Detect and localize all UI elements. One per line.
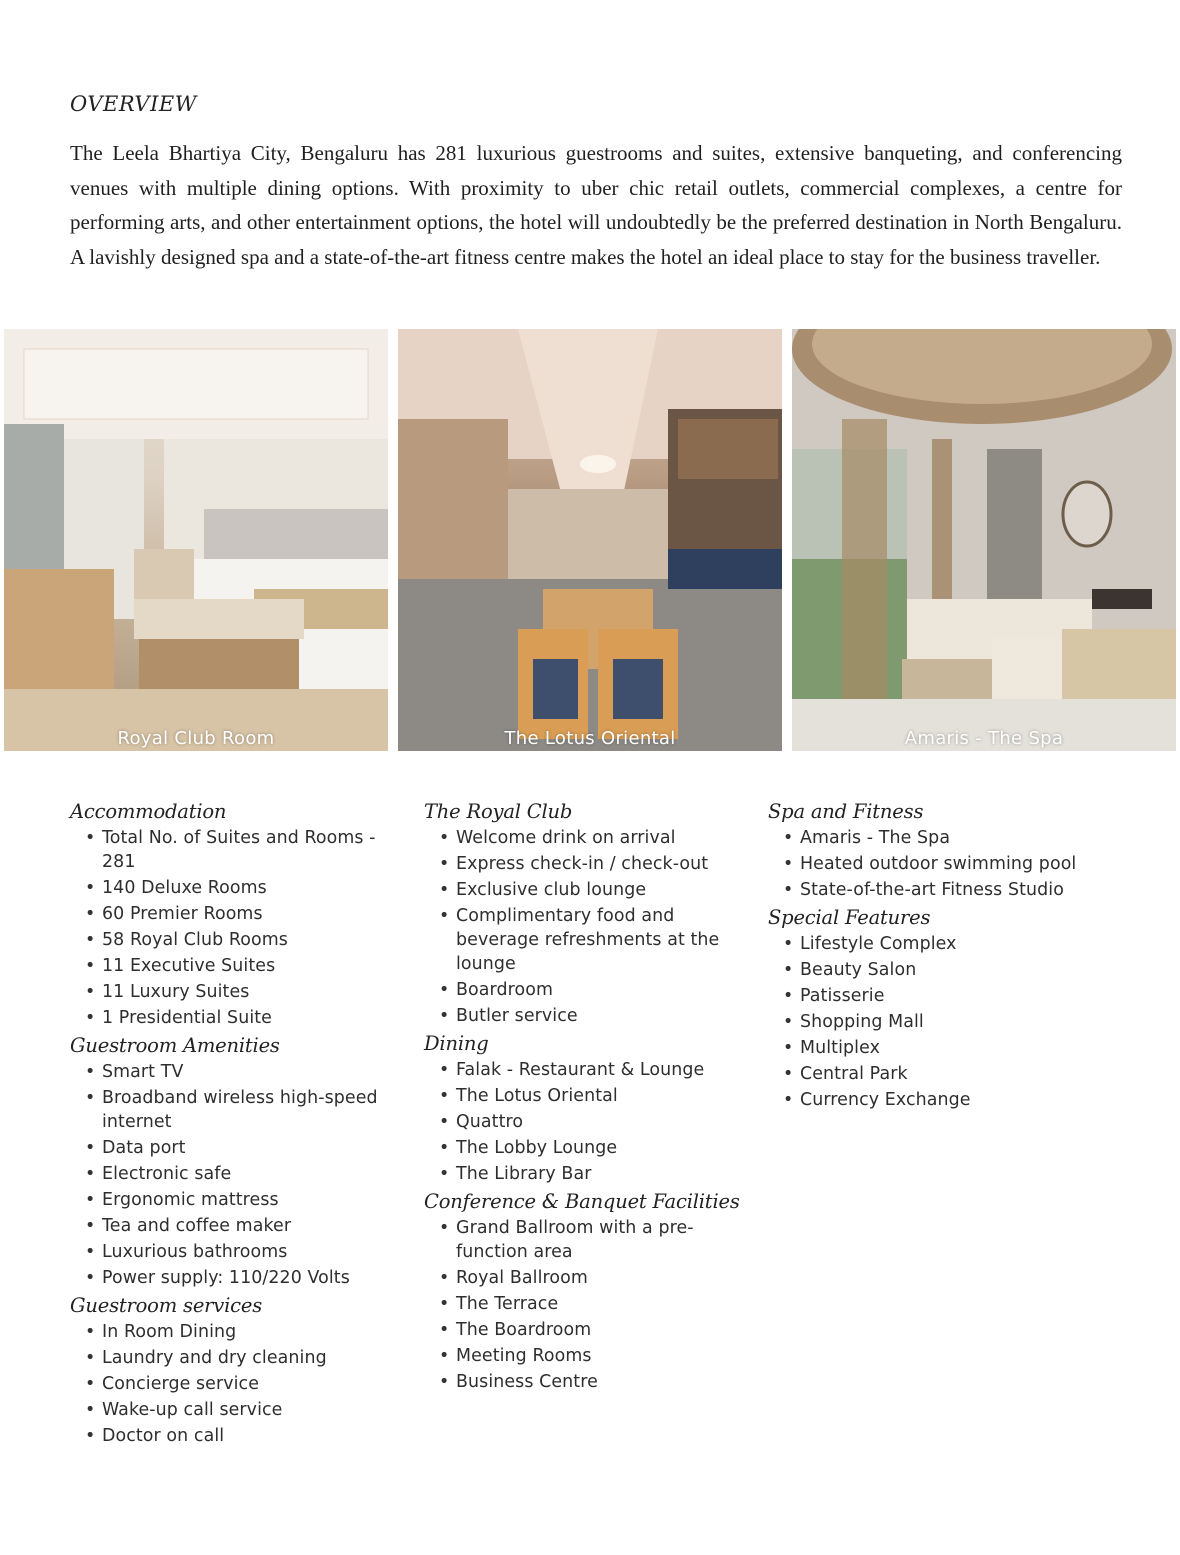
- list-item: • The Terrace: [424, 1292, 754, 1316]
- list-item: • Ergonomic mattress: [70, 1188, 400, 1212]
- list-item: • Smart TV: [70, 1060, 400, 1084]
- list-item: • Shopping Mall: [768, 1010, 1098, 1034]
- list-item: • 1 Presidential Suite: [70, 1006, 400, 1030]
- list-item: • Total No. of Suites and Rooms - 281: [70, 826, 400, 874]
- list-item: • The Boardroom: [424, 1318, 754, 1342]
- list-item: • 60 Premier Rooms: [70, 902, 400, 926]
- section-dining: [424, 1030, 754, 1186]
- photo-caption: The Lotus Oriental: [504, 728, 676, 749]
- list-item: • Express check-in / check-out: [424, 852, 754, 876]
- section-title: Spa and Fitness: [768, 800, 924, 823]
- section-special-features: [768, 904, 1098, 1112]
- list-item: • Tea and coffee maker: [70, 1214, 400, 1238]
- overview-paragraph: The Leela Bhartiya City, Bengaluru has 281 luxurious guestrooms and suites, extensive banqueting, and conferencing venues with multiple dining options. With proximity to uber chic retail outlets, commercial complexes, a centre for performing arts, and other entertainment options, the hotel will undoubtedly be the preferred destination in North Bengaluru. A lavishly designed spa and a state-of-the-art fitness centre makes the hotel an ideal place to stay for the business traveller.: [70, 141, 1122, 269]
- list-item: • Concierge service: [70, 1372, 400, 1396]
- column-1: [70, 798, 400, 1450]
- section-title: Dining: [424, 1032, 489, 1055]
- item-list: [768, 826, 1098, 902]
- spa-illustration: [792, 329, 1176, 751]
- list-item: • In Room Dining: [70, 1320, 400, 1344]
- list-item: • Heated outdoor swimming pool: [768, 852, 1098, 876]
- list-item: • The Library Bar: [424, 1162, 754, 1186]
- photo-amaris-spa: [792, 329, 1176, 751]
- overview-heading: OVERVIEW: [70, 92, 197, 116]
- list-item: • Exclusive club lounge: [424, 878, 754, 902]
- restaurant-illustration: [398, 329, 782, 751]
- list-item: • 11 Luxury Suites: [70, 980, 400, 1004]
- list-item: • Amaris - The Spa: [768, 826, 1098, 850]
- list-item: • Quattro: [424, 1110, 754, 1134]
- list-item: • The Lotus Oriental: [424, 1084, 754, 1108]
- list-item: • Business Centre: [424, 1370, 754, 1394]
- list-item: • Power supply: 110/220 Volts: [70, 1266, 400, 1290]
- photo-caption: Amaris - The Spa: [904, 728, 1064, 749]
- section-title: The Royal Club: [424, 800, 573, 823]
- item-list: [424, 1058, 754, 1186]
- section-title: Accommodation: [70, 800, 227, 823]
- list-item: • Falak - Restaurant & Lounge: [424, 1058, 754, 1082]
- list-item: • Wake-up call service: [70, 1398, 400, 1422]
- item-list: [70, 1320, 400, 1448]
- list-item: • Luxurious bathrooms: [70, 1240, 400, 1264]
- list-item: • Electronic safe: [70, 1162, 400, 1186]
- list-item: • Royal Ballroom: [424, 1266, 754, 1290]
- list-item: • Complimentary food and beverage refreshments at the lounge: [424, 904, 754, 976]
- list-item: • Boardroom: [424, 978, 754, 1002]
- list-item: • Multiplex: [768, 1036, 1098, 1060]
- section-guestroom-amenities: [70, 1032, 400, 1290]
- section-conference-banquet: [424, 1188, 754, 1394]
- list-item: • Currency Exchange: [768, 1088, 1098, 1112]
- list-item: • Data port: [70, 1136, 400, 1160]
- photo-caption: Royal Club Room: [117, 728, 275, 749]
- section-title: Conference & Banquet Facilities: [424, 1190, 740, 1213]
- section-title: Special Features: [768, 906, 931, 929]
- list-item: • Broadband wireless high-speed internet: [70, 1086, 400, 1134]
- list-item: • Welcome drink on arrival: [424, 826, 754, 850]
- section-title: Guestroom Amenities: [70, 1034, 280, 1057]
- list-item: • Grand Ballroom with a pre-function area: [424, 1216, 754, 1264]
- section-guestroom-services: [70, 1292, 400, 1448]
- item-list: [70, 826, 400, 1030]
- section-accommodation: [70, 798, 400, 1030]
- bedroom-illustration: [4, 329, 388, 751]
- list-item: • 58 Royal Club Rooms: [70, 928, 400, 952]
- item-list: [424, 1216, 754, 1394]
- list-item: • Meeting Rooms: [424, 1344, 754, 1368]
- section-title: Guestroom services: [70, 1294, 262, 1317]
- list-item: • Laundry and dry cleaning: [70, 1346, 400, 1370]
- photo-royal-club-room: [4, 329, 388, 751]
- column-2: [424, 798, 754, 1396]
- list-item: • Patisserie: [768, 984, 1098, 1008]
- item-list: [424, 826, 754, 1028]
- list-item: • The Lobby Lounge: [424, 1136, 754, 1160]
- list-item: • Doctor on call: [70, 1424, 400, 1448]
- list-item: • Butler service: [424, 1004, 754, 1028]
- item-list: [70, 1060, 400, 1290]
- list-item: • 140 Deluxe Rooms: [70, 876, 400, 900]
- column-3: [768, 798, 1098, 1114]
- list-item: • Lifestyle Complex: [768, 932, 1098, 956]
- section-royal-club: [424, 798, 754, 1028]
- photo-lotus-oriental: [398, 329, 782, 751]
- list-item: • State-of-the-art Fitness Studio: [768, 878, 1098, 902]
- list-item: • 11 Executive Suites: [70, 954, 400, 978]
- list-item: • Beauty Salon: [768, 958, 1098, 982]
- item-list: [768, 932, 1098, 1112]
- list-item: • Central Park: [768, 1062, 1098, 1086]
- section-spa-fitness: [768, 798, 1098, 902]
